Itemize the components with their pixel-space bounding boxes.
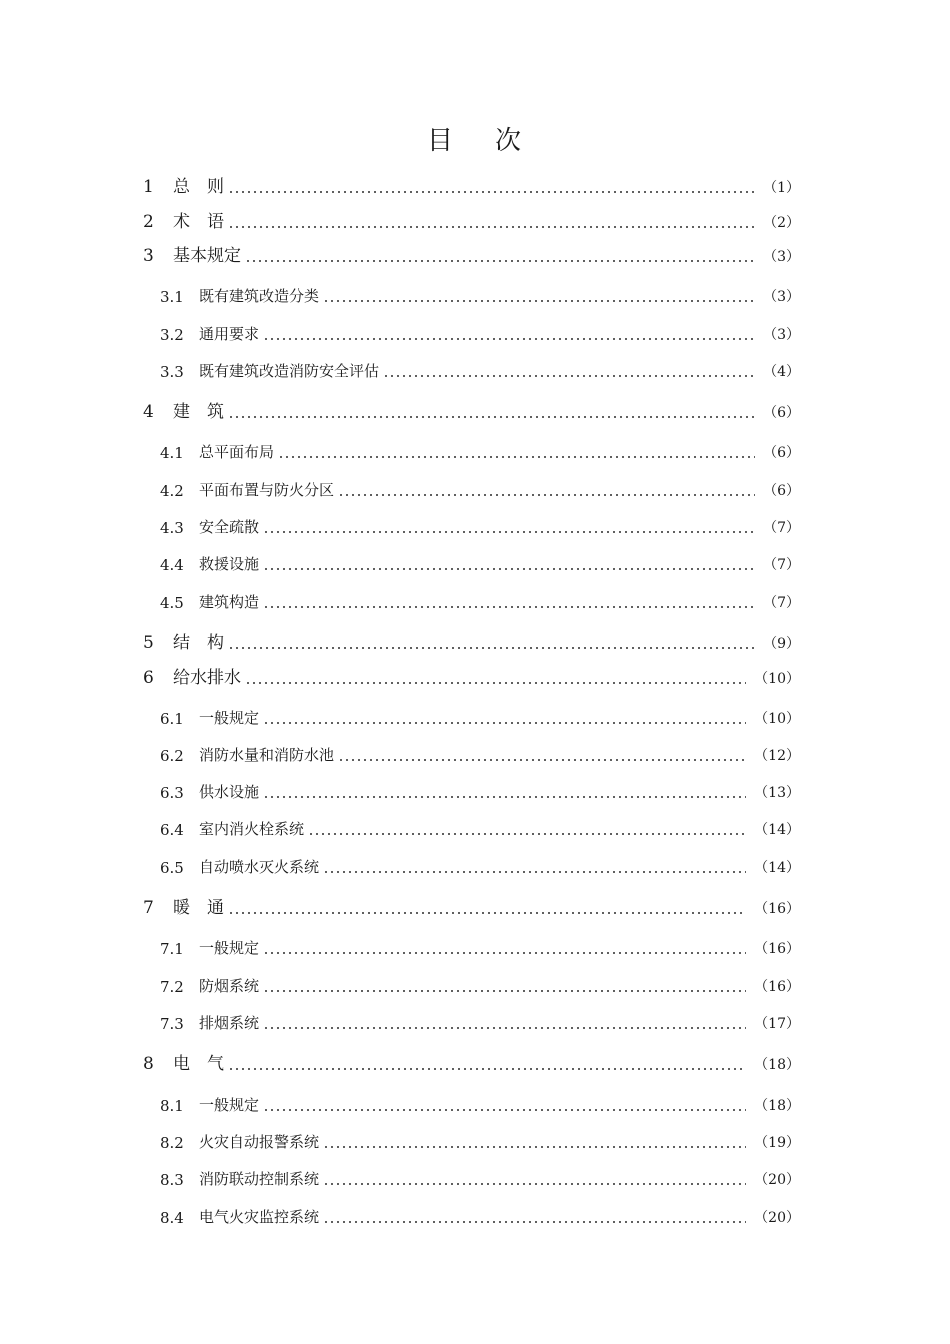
toc-dot-leader <box>263 568 755 570</box>
toc-dot-leader <box>263 990 746 992</box>
toc-entry-number: 3.3 <box>160 363 184 381</box>
toc-dot-leader <box>308 833 746 835</box>
toc-section-entry[interactable] <box>0 514 950 540</box>
toc-entry-page-number: （6） <box>761 402 800 422</box>
toc-entry-title: 平面布置与防火分区 <box>199 481 335 499</box>
toc-entry-title: 排烟系统 <box>199 1014 260 1032</box>
toc-entry-page-number: （20） <box>752 1207 800 1227</box>
toc-entry-number: 1 <box>143 177 154 197</box>
toc-entry-page-number: （14） <box>752 857 800 877</box>
toc-section-entry[interactable] <box>0 589 950 615</box>
toc-dot-leader <box>323 300 755 302</box>
toc-entry-title: 火灾自动报警系统 <box>199 1133 320 1151</box>
toc-entry-page-number: （16） <box>752 898 800 918</box>
toc-entry-page-number: （7） <box>761 517 800 537</box>
toc-entry-title: 总平面布局 <box>199 443 275 461</box>
toc-entry-number: 3.2 <box>160 326 184 344</box>
toc-entry-page-number: （18） <box>752 1054 800 1074</box>
toc-entry-number: 4.3 <box>160 519 184 537</box>
toc-entry-title: 术 语 <box>173 207 226 232</box>
toc-entry-number: 4.2 <box>160 482 184 500</box>
toc-entry-title: 消防联动控制系统 <box>199 1170 320 1188</box>
toc-dot-leader <box>228 912 746 914</box>
toc-section-entry[interactable] <box>0 854 950 880</box>
toc-entry-title: 防烟系统 <box>199 977 260 995</box>
toc-entry-title: 一般规定 <box>199 939 260 957</box>
toc-entry-title: 建筑构造 <box>199 593 260 611</box>
toc-entry-page-number: （7） <box>761 592 800 612</box>
toc-entry-page-number: （1） <box>761 177 800 197</box>
toc-dot-leader <box>245 682 746 684</box>
toc-entry-page-number: （14） <box>752 819 800 839</box>
toc-dot-leader <box>263 338 755 340</box>
toc-entry-number: 6.2 <box>160 747 184 765</box>
toc-chapter-entry[interactable] <box>0 243 950 269</box>
toc-chapter-entry[interactable] <box>0 174 950 200</box>
toc-entry-page-number: （17） <box>752 1013 800 1033</box>
toc-chapter-entry[interactable] <box>0 399 950 425</box>
toc-entry-number: 3 <box>143 246 154 266</box>
toc-section-entry[interactable] <box>0 1129 950 1155</box>
toc-entry-title: 基本规定 <box>173 241 243 266</box>
toc-entry-number: 7.1 <box>160 940 184 958</box>
toc-entry-number: 6.3 <box>160 784 184 802</box>
toc-entry-page-number: （6） <box>761 442 800 462</box>
toc-dot-leader <box>228 416 755 418</box>
toc-entry-title: 建 筑 <box>173 397 226 422</box>
toc-entry-number: 4.4 <box>160 556 184 574</box>
toc-entry-number: 7.3 <box>160 1015 184 1033</box>
toc-dot-leader <box>323 1183 746 1185</box>
toc-dot-leader <box>323 871 746 873</box>
toc-entry-title: 通用要求 <box>199 325 260 343</box>
toc-entry-number: 6.4 <box>160 821 184 839</box>
toc-entry-page-number: （3） <box>761 286 800 306</box>
toc-entry-page-number: （3） <box>761 324 800 344</box>
toc-section-entry[interactable] <box>0 1166 950 1192</box>
toc-dot-leader <box>383 375 755 377</box>
toc-entry-title: 结 构 <box>173 628 226 653</box>
toc-entry-page-number: （9） <box>761 633 800 653</box>
toc-dot-leader <box>263 1027 746 1029</box>
toc-dot-leader <box>323 1221 746 1223</box>
toc-dot-leader <box>228 1068 746 1070</box>
toc-entry-number: 4.5 <box>160 594 184 612</box>
toc-entry-page-number: （18） <box>752 1095 800 1115</box>
toc-dot-leader <box>263 952 746 954</box>
toc-entry-title: 一般规定 <box>199 1096 260 1114</box>
toc-dot-leader <box>263 796 746 798</box>
toc-section-entry[interactable] <box>0 551 950 577</box>
toc-section-entry[interactable] <box>0 321 950 347</box>
toc-chapter-entry[interactable] <box>0 630 950 656</box>
toc-section-entry[interactable] <box>0 1092 950 1118</box>
toc-entry-title: 电气火灾监控系统 <box>199 1208 320 1226</box>
toc-entry-title: 安全疏散 <box>199 518 260 536</box>
page-title-char: 目 <box>426 126 455 156</box>
toc-entry-title: 室内消火栓系统 <box>199 820 305 838</box>
toc-dot-leader <box>263 722 746 724</box>
toc-entry-number: 7 <box>143 898 154 918</box>
toc-entry-title: 总 则 <box>173 172 226 197</box>
toc-section-entry[interactable] <box>0 779 950 805</box>
toc-section-entry[interactable] <box>0 935 950 961</box>
toc-chapter-entry[interactable] <box>0 1051 950 1077</box>
toc-dot-leader <box>228 226 755 228</box>
toc-entry-page-number: （7） <box>761 554 800 574</box>
toc-entry-title: 暖 通 <box>173 893 226 918</box>
toc-entry-number: 8.2 <box>160 1134 184 1152</box>
toc-dot-leader <box>278 456 755 458</box>
toc-entry-page-number: （4） <box>761 361 800 381</box>
toc-entry-page-number: （12） <box>752 745 800 765</box>
toc-entry-title: 既有建筑改造分类 <box>199 287 320 305</box>
toc-entry-title: 一般规定 <box>199 709 260 727</box>
toc-entry-number: 5 <box>143 633 154 653</box>
toc-dot-leader <box>263 606 755 608</box>
toc-dot-leader <box>228 191 755 193</box>
toc-entry-number: 4.1 <box>160 444 184 462</box>
toc-entry-page-number: （16） <box>752 976 800 996</box>
toc-section-entry[interactable] <box>0 283 950 309</box>
toc-chapter-entry[interactable] <box>0 665 950 691</box>
toc-chapter-entry[interactable] <box>0 895 950 921</box>
toc-entry-page-number: （19） <box>752 1132 800 1152</box>
toc-section-entry[interactable] <box>0 742 950 768</box>
toc-entry-title: 自动喷水灭火系统 <box>199 858 320 876</box>
toc-entry-number: 8.3 <box>160 1171 184 1189</box>
toc-entry-page-number: （16） <box>752 938 800 958</box>
toc-entry-title: 消防水量和消防水池 <box>199 746 335 764</box>
toc-section-entry[interactable] <box>0 439 950 465</box>
toc-dot-leader <box>338 494 755 496</box>
toc-entry-title: 供水设施 <box>199 783 260 801</box>
toc-section-entry[interactable] <box>0 1010 950 1036</box>
toc-section-entry[interactable] <box>0 358 950 384</box>
toc-entry-page-number: （6） <box>761 480 800 500</box>
toc-entry-title: 救援设施 <box>199 555 260 573</box>
toc-entry-number: 6.1 <box>160 710 184 728</box>
toc-dot-leader <box>338 759 746 761</box>
toc-entry-number: 8.4 <box>160 1209 184 1227</box>
toc-section-entry[interactable] <box>0 816 950 842</box>
toc-entry-page-number: （13） <box>752 782 800 802</box>
toc-entry-page-number: （10） <box>752 708 800 728</box>
toc-entry-number: 8 <box>143 1054 154 1074</box>
toc-section-entry[interactable] <box>0 1204 950 1230</box>
toc-entry-title: 给水排水 <box>173 663 243 688</box>
toc-chapter-entry[interactable] <box>0 209 950 235</box>
toc-entry-page-number: （2） <box>761 212 800 232</box>
toc-section-entry[interactable] <box>0 705 950 731</box>
toc-section-entry[interactable] <box>0 973 950 999</box>
toc-dot-leader <box>323 1146 746 1148</box>
toc-dot-leader <box>263 1109 746 1111</box>
toc-entry-number: 7.2 <box>160 978 184 996</box>
page-title-char: 次 <box>495 126 524 156</box>
toc-entry-title: 既有建筑改造消防安全评估 <box>199 362 380 380</box>
toc-entry-number: 6.5 <box>160 859 184 877</box>
toc-dot-leader <box>245 260 755 262</box>
toc-section-entry[interactable] <box>0 477 950 503</box>
toc-dot-leader <box>228 647 755 649</box>
toc-entry-number: 6 <box>143 668 154 688</box>
toc-entry-number: 3.1 <box>160 288 184 306</box>
toc-entry-page-number: （3） <box>761 246 800 266</box>
toc-entry-number: 8.1 <box>160 1097 184 1115</box>
toc-entry-number: 4 <box>143 402 154 422</box>
toc-entry-page-number: （20） <box>752 1169 800 1189</box>
toc-dot-leader <box>263 531 755 533</box>
toc-entry-number: 2 <box>143 212 154 232</box>
toc-entry-title: 电 气 <box>173 1049 226 1074</box>
toc-entry-page-number: （10） <box>752 668 800 688</box>
